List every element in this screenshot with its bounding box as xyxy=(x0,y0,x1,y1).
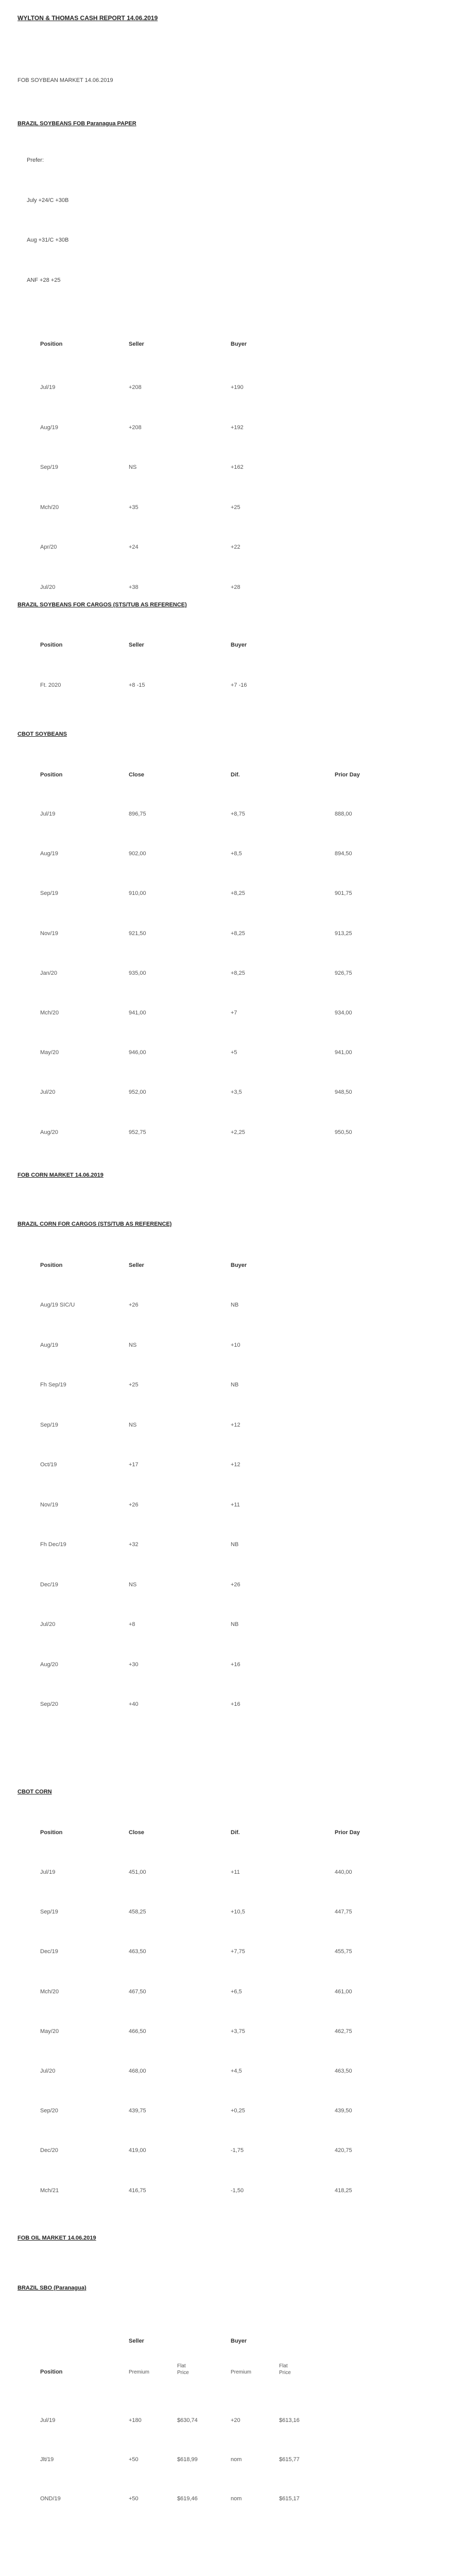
table-cell: Jan/20 xyxy=(40,970,58,976)
table-cell: 439,50 xyxy=(335,2108,352,2114)
table-cell: Apr/20 xyxy=(40,544,57,550)
table-cell: Jul/20 xyxy=(40,1089,56,1095)
table-cell: +30 xyxy=(129,1662,139,1668)
table-cell: 420,75 xyxy=(335,2147,352,2154)
table-cell: +32 xyxy=(129,1541,139,1548)
table-cell: 910,00 xyxy=(129,890,146,896)
column-header: Seller xyxy=(129,341,144,347)
table-cell: Mch/20 xyxy=(40,1989,59,1995)
table-cell: 941,00 xyxy=(335,1049,352,1056)
soybean-market-heading: FOB SOYBEAN MARKET 14.06.2019 xyxy=(18,77,113,83)
table-cell: 946,00 xyxy=(129,1049,146,1056)
table-cell: 902,00 xyxy=(129,851,146,857)
report-title: WYLTON & THOMAS CASH REPORT 14.06.2019 xyxy=(18,14,158,22)
table-cell: +16 xyxy=(231,1662,240,1668)
table-cell: +20 xyxy=(231,2417,240,2424)
table-cell: nom xyxy=(231,2456,242,2463)
table-cell: 952,00 xyxy=(129,1089,146,1095)
table-cell: $613,16 xyxy=(279,2417,300,2424)
table-cell: +22 xyxy=(231,544,240,550)
sub-column-header: Premium xyxy=(129,2369,150,2375)
column-header: Close xyxy=(129,1829,144,1836)
table-cell: +7,75 xyxy=(231,1948,245,1955)
column-header: Position xyxy=(40,642,63,648)
table-cell: +28 xyxy=(231,584,240,590)
table-cell: 463,50 xyxy=(129,1948,146,1955)
table-cell: 418,25 xyxy=(335,2188,352,2194)
table-cell: +40 xyxy=(129,1701,139,1707)
table-cell: Dec/19 xyxy=(40,1582,58,1588)
table-cell: +8,25 xyxy=(231,970,245,976)
section-title-cbot-corn: CBOT CORN xyxy=(18,1789,52,1795)
sub-column-header: Premium xyxy=(231,2369,252,2375)
table-cell: NS xyxy=(129,464,137,470)
table-cell: +190 xyxy=(231,384,244,391)
table-cell: +38 xyxy=(129,584,139,590)
table-cell: Jul/19 xyxy=(40,1869,56,1875)
table-cell: 926,75 xyxy=(335,970,352,976)
column-header: Position xyxy=(40,1829,63,1836)
table-cell: Aug/19 xyxy=(40,851,58,857)
table-cell: NS xyxy=(129,1582,137,1588)
table-cell: NB xyxy=(231,1541,239,1548)
table-cell: +162 xyxy=(231,464,244,470)
table-cell: 461,00 xyxy=(335,1989,352,1995)
table-cell: +7 xyxy=(231,1010,237,1016)
table-cell: +8,25 xyxy=(231,930,245,937)
table-cell: OND/19 xyxy=(40,2496,61,2502)
table-cell: -1,50 xyxy=(231,2188,244,2194)
paper-prefer-label: Prefer: xyxy=(27,157,44,163)
table-cell: NS xyxy=(129,1342,137,1348)
table-cell: +4,5 xyxy=(231,2068,242,2074)
column-header: Buyer xyxy=(231,341,247,347)
table-cell: NS xyxy=(129,1422,137,1428)
column-header: Position xyxy=(40,341,63,347)
table-cell: Sep/20 xyxy=(40,2108,58,2114)
section-title-cbot-soybeans: CBOT SOYBEANS xyxy=(18,731,67,737)
table-cell: 451,00 xyxy=(129,1869,146,1875)
table-cell: 466,50 xyxy=(129,2028,146,2035)
paper-line: July +24/C +30B xyxy=(27,197,69,204)
section-title-brazil-cargos: BRAZIL SOYBEANS FOR CARGOS (STS/TUB AS REFERENCE) xyxy=(18,602,187,608)
table-cell: Oct/19 xyxy=(40,1462,57,1468)
table-cell: Ft. 2020 xyxy=(40,682,61,688)
table-cell: +11 xyxy=(231,1869,240,1875)
table-cell: 462,75 xyxy=(335,2028,352,2035)
table-cell: $615,17 xyxy=(279,2496,300,2502)
table-cell: Jlt/19 xyxy=(40,2456,54,2463)
table-cell: Sep/19 xyxy=(40,464,58,470)
corn-market-heading: FOB CORN MARKET 14.06.2019 xyxy=(18,1172,103,1178)
table-cell: Jul/20 xyxy=(40,584,56,590)
sub-column-header: Flat Price xyxy=(177,2363,189,2376)
table-cell: +26 xyxy=(129,1302,139,1308)
table-cell: Mch/20 xyxy=(40,504,59,511)
table-cell: 894,50 xyxy=(335,851,352,857)
table-cell: $630,74 xyxy=(177,2417,198,2424)
table-cell: +25 xyxy=(129,1382,139,1388)
table-cell: 439,75 xyxy=(129,2108,146,2114)
table-cell: 468,00 xyxy=(129,2068,146,2074)
table-cell: Mch/21 xyxy=(40,2188,59,2194)
table-cell: 901,75 xyxy=(335,890,352,896)
table-cell: +10 xyxy=(231,1342,240,1348)
table-cell: Mch/20 xyxy=(40,1010,59,1016)
column-header: Seller xyxy=(129,1262,144,1268)
table-cell: 952,75 xyxy=(129,1129,146,1136)
table-cell: +192 xyxy=(231,425,244,431)
table-cell: 458,25 xyxy=(129,1909,146,1915)
table-cell: $615,77 xyxy=(279,2456,300,2463)
table-cell: +17 xyxy=(129,1462,139,1468)
table-cell: +2,25 xyxy=(231,1129,245,1136)
column-header: Position xyxy=(40,2369,63,2375)
paper-line: Aug +31/C +30B xyxy=(27,237,69,243)
column-header: Dif. xyxy=(231,772,240,778)
table-cell: Nov/19 xyxy=(40,1502,58,1508)
table-cell: +26 xyxy=(231,1582,240,1588)
table-cell: Jul/20 xyxy=(40,1621,56,1628)
table-cell: 888,00 xyxy=(335,811,352,817)
table-cell: +208 xyxy=(129,384,142,391)
table-cell: NB xyxy=(231,1302,239,1308)
section-title-brazil-sbo: BRAZIL SBO (Paranagua) xyxy=(18,2285,87,2291)
table-cell: Aug/19 SIC/U xyxy=(40,1302,75,1308)
table-cell: 934,00 xyxy=(335,1010,352,1016)
table-cell: +50 xyxy=(129,2456,139,2463)
table-cell: +7 -16 xyxy=(231,682,247,688)
table-cell: NB xyxy=(231,1621,239,1628)
table-cell: Dec/19 xyxy=(40,1948,58,1955)
table-cell: +35 xyxy=(129,504,139,511)
column-header: Seller xyxy=(129,642,144,648)
table-cell: +3,75 xyxy=(231,2028,245,2035)
section-title-brazil-paper: BRAZIL SOYBEANS FOB Paranagua PAPER xyxy=(18,121,136,127)
table-cell: +25 xyxy=(231,504,240,511)
sub-column-header: Flat Price xyxy=(279,2363,291,2376)
column-header: Prior Day xyxy=(335,1829,360,1836)
column-header: Prior Day xyxy=(335,772,360,778)
table-cell: Dec/20 xyxy=(40,2147,58,2154)
table-cell: +8 -15 xyxy=(129,682,145,688)
table-cell: 463,50 xyxy=(335,2068,352,2074)
table-cell: +16 xyxy=(231,1701,240,1707)
table-cell: Jul/19 xyxy=(40,811,56,817)
table-cell: nom xyxy=(231,2496,242,2502)
table-cell: +26 xyxy=(129,1502,139,1508)
column-header: Buyer xyxy=(231,1262,247,1268)
table-cell: +10,5 xyxy=(231,1909,245,1915)
table-cell: +12 xyxy=(231,1462,240,1468)
table-cell: Sep/19 xyxy=(40,890,58,896)
table-cell: Fh Sep/19 xyxy=(40,1382,66,1388)
paper-line: ANF +28 +25 xyxy=(27,277,61,283)
table-cell: +11 xyxy=(231,1502,240,1508)
table-cell: +8 xyxy=(129,1621,135,1628)
table-cell: -1,75 xyxy=(231,2147,244,2154)
table-cell: NB xyxy=(231,1382,239,1388)
table-cell: +8,75 xyxy=(231,811,245,817)
column-header: Dif. xyxy=(231,1829,240,1836)
table-cell: Aug/20 xyxy=(40,1129,58,1136)
table-cell: +0,25 xyxy=(231,2108,245,2114)
section-title-brazil-corn: BRAZIL CORN FOR CARGOS (STS/TUB AS REFERENCE) xyxy=(18,1221,172,1227)
table-cell: +3,5 xyxy=(231,1089,242,1095)
table-cell: Jul/20 xyxy=(40,2068,56,2074)
table-cell: +50 xyxy=(129,2496,139,2502)
table-cell: +12 xyxy=(231,1422,240,1428)
table-cell: Sep/19 xyxy=(40,1909,58,1915)
table-cell: Sep/20 xyxy=(40,1701,58,1707)
table-cell: Aug/19 xyxy=(40,425,58,431)
oil-market-heading: FOB OIL MARKET 14.06.2019 xyxy=(18,2235,96,2241)
table-cell: 455,75 xyxy=(335,1948,352,1955)
table-cell: +180 xyxy=(129,2417,142,2424)
table-cell: Aug/19 xyxy=(40,1342,58,1348)
table-cell: May/20 xyxy=(40,1049,59,1056)
column-header: Position xyxy=(40,1262,63,1268)
table-cell: $618,99 xyxy=(177,2456,198,2463)
table-cell: 941,00 xyxy=(129,1010,146,1016)
column-header: Close xyxy=(129,772,144,778)
table-cell: 416,75 xyxy=(129,2188,146,2194)
column-header: Position xyxy=(40,772,63,778)
table-cell: 913,25 xyxy=(335,930,352,937)
table-cell: Jul/19 xyxy=(40,2417,56,2424)
table-cell: $619,46 xyxy=(177,2496,198,2502)
table-cell: Jul/19 xyxy=(40,384,56,391)
table-cell: Sep/19 xyxy=(40,1422,58,1428)
table-cell: Nov/19 xyxy=(40,930,58,937)
table-cell: +6,5 xyxy=(231,1989,242,1995)
table-cell: +8,25 xyxy=(231,890,245,896)
table-cell: +24 xyxy=(129,544,139,550)
table-cell: +208 xyxy=(129,425,142,431)
table-cell: 447,75 xyxy=(335,1909,352,1915)
table-cell: +8,5 xyxy=(231,851,242,857)
column-header: Buyer xyxy=(231,642,247,648)
column-header: Seller xyxy=(129,2338,144,2344)
table-cell: 950,50 xyxy=(335,1129,352,1136)
table-cell: Fh Dec/19 xyxy=(40,1541,66,1548)
table-cell: May/20 xyxy=(40,2028,59,2035)
table-cell: 419,00 xyxy=(129,2147,146,2154)
table-cell: 948,50 xyxy=(335,1089,352,1095)
column-header: Buyer xyxy=(231,2338,247,2344)
table-cell: 921,50 xyxy=(129,930,146,937)
table-cell: Aug/20 xyxy=(40,1662,58,1668)
table-cell: +5 xyxy=(231,1049,237,1056)
table-cell: 896,75 xyxy=(129,811,146,817)
table-cell: 440,00 xyxy=(335,1869,352,1875)
table-cell: 467,50 xyxy=(129,1989,146,1995)
table-cell: 935,00 xyxy=(129,970,146,976)
